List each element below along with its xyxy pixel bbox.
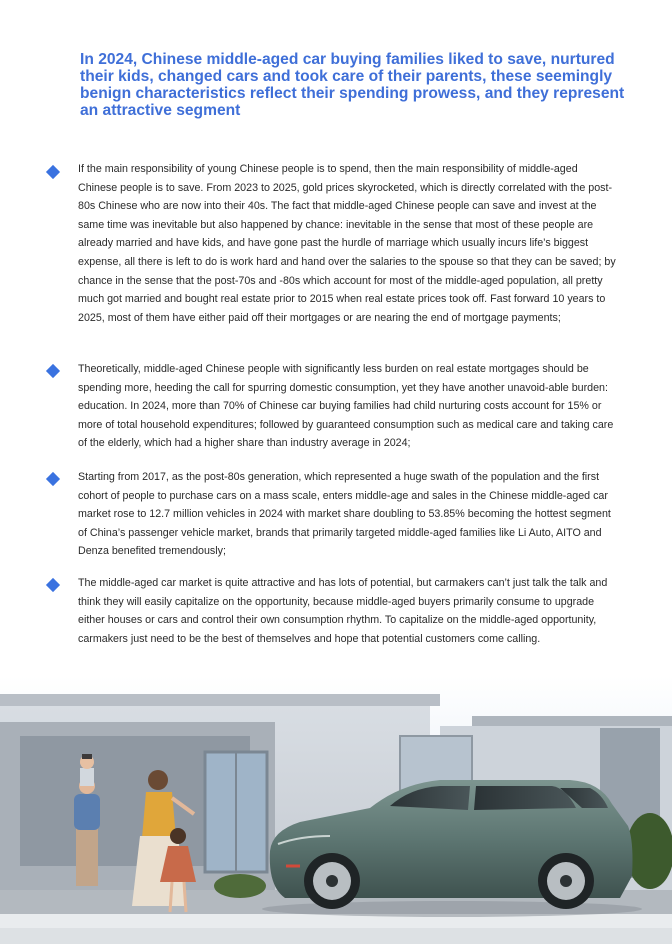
diamond-bullet-icon <box>46 364 60 378</box>
diamond-bullet-icon <box>46 472 60 486</box>
family-car-illustration <box>0 676 672 944</box>
page-headline: In 2024, Chinese middle-aged car buying families liked to save, nurtured their kids, changed cars and took care of their parents, these seemingly benign characteristics reflect their spending prowess, and they represent an attractive segment <box>80 51 625 119</box>
family-car-photo <box>0 676 672 944</box>
bullet-education-burden: Theoretically, middle-aged Chinese people with significantly less burden on real estate mortgages should be spending more, heeding the call for spurring domestic consumption, yet they have another unavoid-able burden: education. In 2024, more than 70% of Chinese car buying families had child nurturing costs account for 15% or more of total household expenditures; followed by guaranteed consumption such as medical care and taking care of the elderly, which had a higher share than industry average in 2024; <box>78 363 614 450</box>
bullet-savings: If the main responsibility of young Chinese people is to spend, then the main responsibility of middle-aged Chinese people is to save. From 2023 to 2025, gold prices skyrocketed, which is directly correlated with the post-80s Chinese who are now into their 40s. The fact that middle-aged Chinese people can save and invest at the same time was inevitable but also happened by chance: inevitable in the sense that most of these people are already married and have kids, and have gone past the hurdle of marriage which usually incurs life’s biggest expense, all there is left to do is work hard and hand over the salaries to the spouse so that they can be saved; by chance in the sense that the post-70s and -80s which account for most of the middle-aged population, all pretty much got married and bought real estate prior to 2015 when real estate prices took off. Fast forward 10 years to 2025, most of them have either paid off their mortgages or are nearing the end of mortgage payments; <box>78 163 616 324</box>
shrub <box>214 874 266 898</box>
bullet-market-growth: Starting from 2017, as the post-80s generation, which represented a huge swath of the population and the first cohort of people to purchase cars on a mass scale, enters middle-age and sales in the Chinese middle-aged car market rose to 12.7 million vehicles in 2024 with market share doubling to 53.85% becoming the hottest segment of China’s passenger vehicle market, brands that primarily targeted middle-aged families like Li Auto, AITO and Denza benefited tremendously; <box>78 471 611 558</box>
shrub <box>626 813 672 889</box>
diamond-bullet-icon <box>46 165 60 179</box>
diamond-bullet-icon <box>46 578 60 592</box>
bullet-opportunity: The middle-aged car market is quite attractive and has lots of potential, but carmakers can’t just talk the talk and think they will easily capitalize on the opportunity, because middle-aged buyers primarily consume to upgrade either houses or cars and control their own consumption rhythm. To capitalize on the middle-aged opportunity, carmakers just need to be the best of themselves and hope that potential customers come calling. <box>78 577 608 645</box>
